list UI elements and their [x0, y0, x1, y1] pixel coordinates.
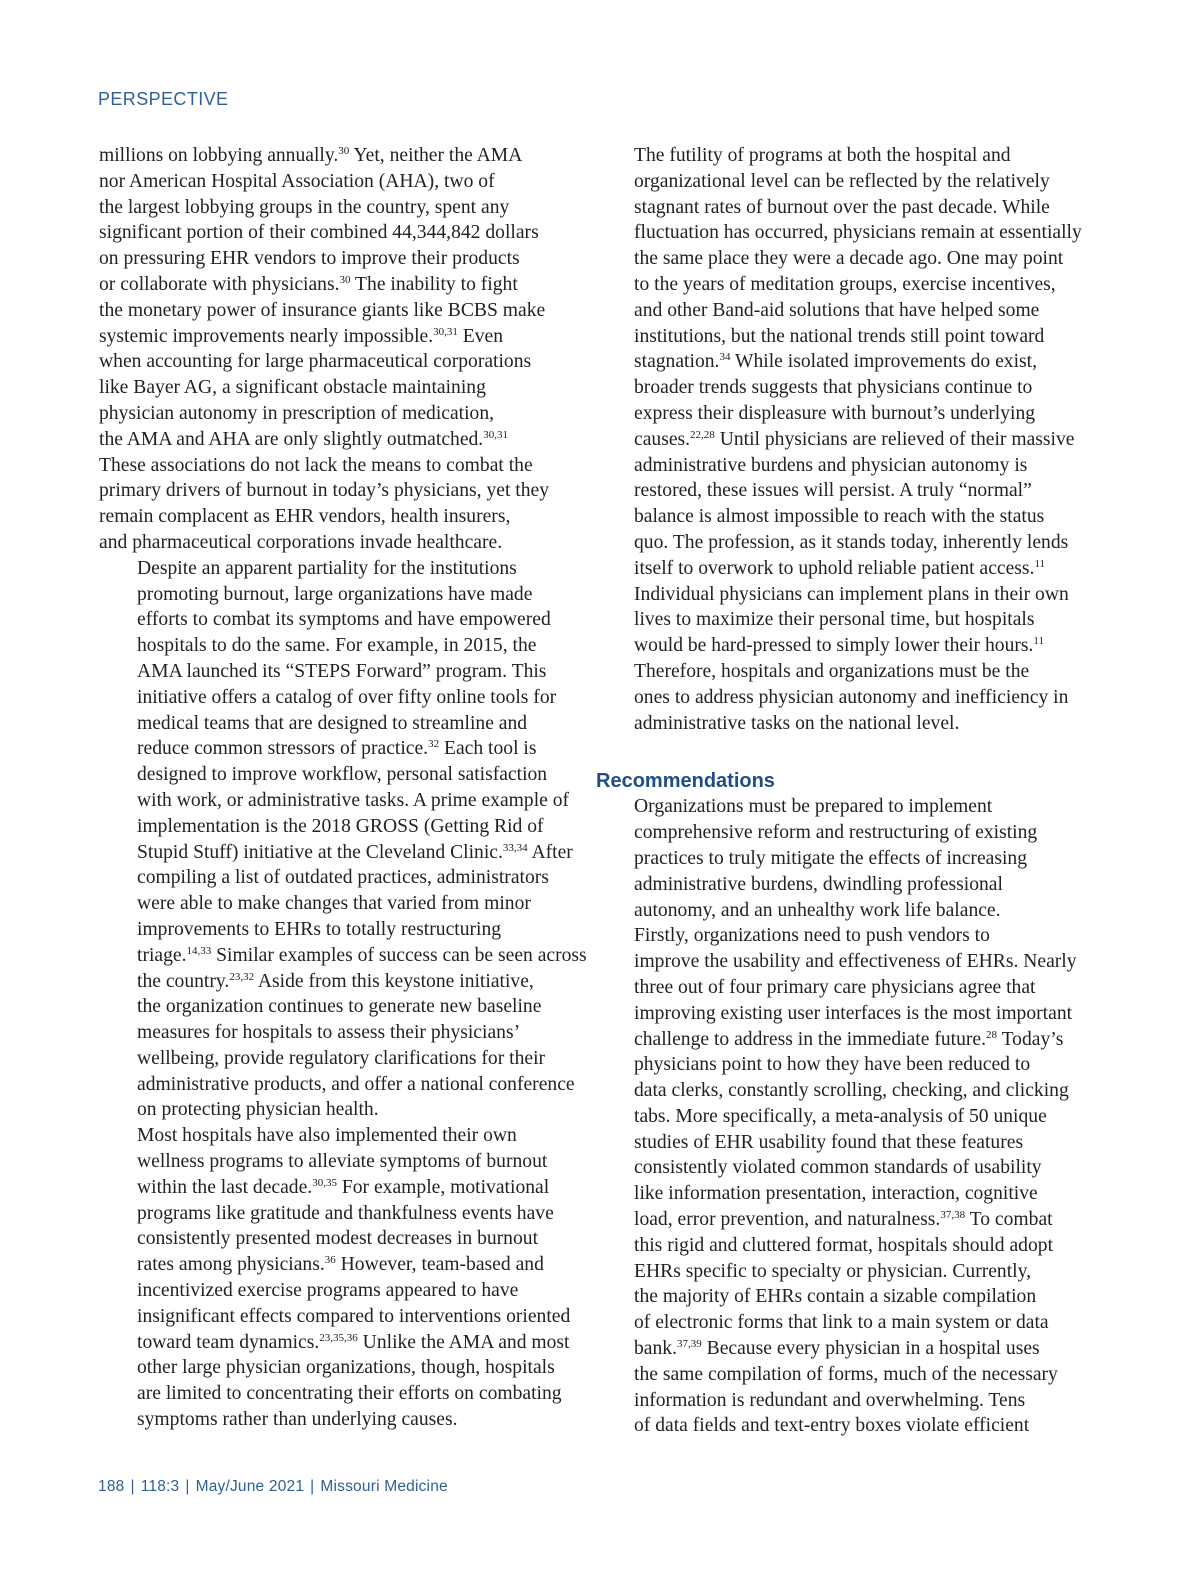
line-text: information is redundant and overwhelming. Tens: [634, 1389, 1026, 1411]
line-text: institutions, but the national trends still point toward: [634, 325, 1045, 347]
footer-separator: |: [185, 1478, 190, 1495]
citation-superscript: 11: [1034, 557, 1046, 570]
line-text: stagnant rates of burnout over the past decade. While: [634, 196, 1050, 218]
line-text: systemic improvements nearly impossible.: [99, 325, 434, 347]
line-text: promoting burnout, large organizations have made: [137, 583, 533, 605]
text-line: [596, 711, 1072, 737]
footer-separator: |: [130, 1478, 135, 1495]
line-text: quo. The profession, as it stands today, inherently lends: [634, 531, 1069, 553]
text-line: [596, 1207, 1072, 1233]
line-text: like information presentation, interaction, cognitive: [634, 1183, 1038, 1205]
text-line: [99, 530, 577, 556]
text-line: [596, 1388, 1072, 1414]
text-line: [596, 1310, 1072, 1336]
text-line: [99, 504, 577, 530]
line-text: reduce common stressors of practice.: [137, 738, 429, 760]
text-line: [596, 1104, 1072, 1130]
line-text: the monetary power of insurance giants like BCBS make: [99, 299, 546, 321]
right-column: [596, 143, 1082, 1439]
text-line: [99, 1407, 577, 1433]
line-text: The inability to fight: [350, 273, 518, 295]
line-text: load, error prevention, and naturalness.: [634, 1209, 941, 1231]
text-line: [99, 1097, 577, 1123]
text-line: [596, 898, 1072, 924]
paragraph: [99, 556, 587, 1124]
section-label: PERSPECTIVE: [98, 89, 229, 109]
line-text: The futility of programs at both the hospital and: [634, 145, 1011, 166]
line-text: studies of EHR usability found that these features: [634, 1131, 1024, 1153]
text-line: [99, 994, 577, 1020]
text-line: [99, 762, 577, 788]
line-text: fluctuation has occurred, physicians remain at essentially: [634, 222, 1082, 244]
line-text: primary drivers of burnout in today’s physicians, yet they: [99, 480, 550, 502]
text-line: [596, 556, 1072, 582]
text-line: [99, 349, 577, 375]
line-text: of electronic forms that link to a main system or data: [634, 1312, 1049, 1334]
citation-superscript: 23,35,36: [319, 1331, 358, 1344]
line-text: the AMA and AHA are only slightly outmatched.: [99, 428, 484, 450]
citation-superscript: 28: [986, 1028, 998, 1041]
text-line: [596, 1130, 1072, 1156]
text-line: [596, 1413, 1072, 1439]
text-line: [596, 504, 1072, 530]
line-text: Organizations must be prepared to implement: [634, 796, 993, 818]
line-text: when accounting for large pharmaceutical corporations: [99, 351, 532, 373]
line-text: administrative tasks on the national level.: [634, 712, 960, 734]
line-text: and other Band-aid solutions that have helped some: [634, 299, 1040, 321]
line-text: programs like gratitude and thankfulness events have: [137, 1202, 554, 1224]
text-line: [99, 736, 577, 762]
line-text: millions on lobbying annually.: [99, 145, 339, 166]
paragraph: [99, 143, 577, 556]
line-text: would be hard-pressed to simply lower their hours.: [634, 635, 1034, 657]
line-text: However, team-based and: [335, 1254, 544, 1276]
line-text: Firstly, organizations need to push vendors to: [634, 925, 990, 947]
text-line: [596, 1078, 1072, 1104]
line-text: Unlike the AMA and most: [357, 1331, 570, 1353]
line-text: on protecting physician health.: [137, 1099, 379, 1121]
text-line: [99, 272, 577, 298]
citation-superscript: 30,35: [312, 1176, 337, 1189]
line-text: Each tool is: [439, 738, 537, 760]
text-line: [99, 633, 577, 659]
text-line: [99, 1278, 577, 1304]
line-text: Stupid Stuff) initiative at the Cleveland Clinic.: [137, 841, 503, 863]
text-line: [99, 195, 577, 221]
line-text: and pharmaceutical corporations invade healthcare.: [99, 531, 503, 553]
citation-superscript: 30: [338, 145, 350, 157]
line-text: wellbeing, provide regulatory clarifications for their: [137, 1047, 546, 1069]
text-line: [99, 711, 577, 737]
text-line: [99, 788, 577, 814]
line-text: Until physicians are relieved of their massive: [714, 428, 1075, 450]
text-line: [596, 375, 1072, 401]
text-line: [99, 1330, 577, 1356]
text-line: [99, 246, 577, 272]
line-text: bank.: [634, 1338, 677, 1360]
paragraph: [596, 794, 1072, 923]
line-text: restored, these issues will persist. A truly “normal”: [634, 480, 1032, 502]
line-text: After: [527, 841, 573, 863]
text-line: [596, 401, 1072, 427]
line-text: to the years of meditation groups, exercise incentives,: [634, 273, 1056, 295]
line-text: stagnation.: [634, 351, 720, 373]
line-text: toward team dynamics.: [137, 1331, 320, 1353]
line-text: autonomy, and an unhealthy work life balance.: [634, 899, 1001, 921]
text-line: [99, 891, 577, 917]
text-line: [99, 865, 577, 891]
text-line: [596, 1336, 1072, 1362]
text-line: [596, 1027, 1072, 1053]
line-text: Therefore, hospitals and organizations must be the: [634, 660, 1030, 682]
line-text: itself to overwork to uphold reliable patient access.: [634, 557, 1035, 579]
line-text: challenge to address in the immediate future.: [634, 1028, 987, 1050]
text-line: [99, 1072, 577, 1098]
citation-superscript: 34: [719, 351, 731, 364]
line-text: the same place they were a decade ago. One may point: [634, 248, 1064, 270]
citation-superscript: 37,38: [940, 1209, 966, 1222]
line-text: lives to maximize their personal time, but hospitals: [634, 609, 1035, 631]
line-text: Yet, neither the AMA: [349, 145, 523, 166]
text-line: [596, 923, 1072, 949]
text-line: [596, 846, 1072, 872]
line-text: the same compilation of forms, much of the necessary: [634, 1363, 1058, 1385]
text-line: [99, 685, 577, 711]
text-line: [596, 143, 1072, 169]
line-text: compiling a list of outdated practices, administrators: [137, 867, 549, 889]
text-line: [99, 1046, 577, 1072]
text-line: [596, 1155, 1072, 1181]
citation-superscript: 33,34: [502, 841, 528, 854]
line-text: While isolated improvements do exist,: [730, 351, 1037, 373]
line-text: are limited to concentrating their efforts on combating: [137, 1383, 562, 1405]
text-line: [596, 169, 1072, 195]
left-column: [99, 143, 587, 1433]
page-footer: [98, 1478, 448, 1496]
text-line: [99, 1175, 577, 1201]
text-line: [99, 1355, 577, 1381]
text-line: [596, 607, 1072, 633]
line-text: practices to truly mitigate the effects of increasing: [634, 847, 1027, 869]
text-line: [99, 1226, 577, 1252]
footer-separator: |: [310, 1478, 315, 1495]
text-line: [99, 969, 577, 995]
text-line: [596, 324, 1072, 350]
text-line: [99, 220, 577, 246]
text-line: [596, 794, 1072, 820]
line-text: initiative offers a catalog of over fifty online tools for: [137, 686, 557, 708]
line-text: efforts to combat its symptoms and have empowered: [137, 609, 551, 631]
line-text: significant portion of their combined 44,344,842 dollars: [99, 222, 539, 244]
text-line: [99, 169, 577, 195]
text-line: [596, 1052, 1072, 1078]
line-text: the majority of EHRs contain a sizable compilation: [634, 1286, 1037, 1308]
line-text: Despite an apparent partiality for the institutions: [137, 557, 517, 579]
text-line: [596, 1233, 1072, 1259]
line-text: designed to improve workflow, personal satisfaction: [137, 764, 548, 786]
line-text: balance is almost impossible to reach with the status: [634, 506, 1045, 528]
text-line: [99, 401, 577, 427]
text-line: [99, 1252, 577, 1278]
line-text: Most hospitals have also implemented their own: [137, 1125, 517, 1147]
text-line: [99, 1020, 577, 1046]
text-line: [596, 872, 1072, 898]
citation-superscript: 37,39: [677, 1338, 702, 1351]
issue-number: 118:3: [140, 1478, 180, 1495]
text-line: [596, 246, 1072, 272]
text-line: [99, 1149, 577, 1175]
text-line: [596, 298, 1072, 324]
text-line: [99, 814, 577, 840]
text-line: [596, 582, 1072, 608]
citation-superscript: 30,31: [433, 325, 458, 338]
text-line: [596, 820, 1072, 846]
line-text: causes.: [634, 428, 691, 450]
issue-date: May/June 2021: [195, 1478, 305, 1495]
line-text: improving existing user interfaces is the most important: [634, 1002, 1073, 1024]
paragraph: [99, 1123, 577, 1433]
line-text: express their displeasure with burnout’s underlying: [634, 402, 1036, 424]
line-text: other large physician organizations, though, hospitals: [137, 1357, 555, 1379]
line-text: medical teams that are designed to streamline and: [137, 712, 528, 734]
line-text: three out of four primary care physicians agree that: [634, 976, 1036, 998]
citation-superscript: 30: [339, 273, 351, 286]
text-line: [596, 633, 1072, 659]
page-number: 188: [98, 1478, 125, 1495]
text-line: [99, 453, 577, 479]
paragraph: [596, 923, 1077, 1439]
text-line: [99, 1381, 577, 1407]
line-text: improve the usability and effectiveness of EHRs. Nearly: [634, 951, 1077, 973]
line-text: measures for hospitals to assess their physicians’: [137, 1022, 521, 1044]
line-text: consistently presented modest decreases in burnout: [137, 1228, 539, 1250]
line-text: administrative burdens and physician autonomy is: [634, 454, 1028, 476]
line-text: nor American Hospital Association (AHA), two of: [99, 170, 495, 192]
line-text: symptoms rather than underlying causes.: [137, 1409, 458, 1431]
line-text: To combat: [965, 1209, 1053, 1231]
line-text: consistently violated common standards of usability: [634, 1157, 1042, 1179]
text-line: [596, 478, 1072, 504]
line-text: improvements to EHRs to totally restructuring: [137, 918, 502, 940]
line-text: For example, motivational: [336, 1176, 550, 1198]
line-text: the organization continues to generate new baseline: [137, 996, 542, 1018]
line-text: this rigid and cluttered format, hospitals should adopt: [634, 1234, 1054, 1256]
line-text: the largest lobbying groups in the country, spent any: [99, 196, 510, 218]
text-line: [99, 1123, 577, 1149]
line-text: AMA launched its “STEPS Forward” program. This: [137, 660, 547, 682]
line-text: implementation is the 2018 GROSS (Getting Rid of: [137, 815, 544, 837]
line-text: wellness programs to alleviate symptoms of burnout: [137, 1151, 548, 1173]
text-line: [596, 1001, 1072, 1027]
citation-superscript: 11: [1033, 635, 1045, 648]
line-text: physicians point to how they have been reduced to: [634, 1054, 1031, 1076]
line-text: These associations do not lack the means to combat the: [99, 454, 533, 476]
text-line: [99, 1201, 577, 1227]
text-line: [99, 427, 577, 453]
text-line: [596, 272, 1072, 298]
text-line: [99, 375, 577, 401]
line-text: organizational level can be reflected by the relatively: [634, 170, 1050, 192]
paragraph: [596, 143, 1082, 736]
text-line: [596, 1181, 1072, 1207]
text-line: [596, 975, 1072, 1001]
line-text: Individual physicians can implement plans in their own: [634, 583, 1069, 605]
line-text: like Bayer AG, a significant obstacle maintaining: [99, 377, 486, 399]
line-text: tabs. More specifically, a meta-analysis of 50 unique: [634, 1105, 1047, 1127]
line-text: with work, or administrative tasks. A prime example of: [137, 789, 570, 811]
line-text: data clerks, constantly scrolling, checking, and clicking: [634, 1080, 1069, 1102]
line-text: the country.: [137, 970, 230, 992]
text-line: [99, 582, 577, 608]
line-text: Today’s: [997, 1028, 1064, 1050]
text-line: [99, 143, 577, 169]
line-text: hospitals to do the same. For example, in 2015, the: [137, 635, 537, 657]
text-line: [99, 840, 577, 866]
section-heading: Recommendations: [596, 770, 775, 793]
citation-superscript: 36: [324, 1254, 336, 1267]
line-text: Similar examples of success can be seen across: [211, 944, 587, 966]
citation-superscript: 14,33: [186, 944, 212, 957]
text-line: [99, 1304, 577, 1330]
line-text: Even: [457, 325, 504, 347]
line-text: within the last decade.: [137, 1176, 313, 1198]
line-text: triage.: [137, 944, 187, 966]
line-text: physician autonomy in prescription of medication,: [99, 402, 495, 424]
line-text: remain complacent as EHR vendors, health insurers,: [99, 506, 511, 528]
line-text: insignificant effects compared to interventions oriented: [137, 1305, 571, 1327]
text-line: [596, 949, 1077, 975]
line-text: on pressuring EHR vendors to improve their products: [99, 248, 520, 270]
line-text: Aside from this keystone initiative,: [254, 970, 534, 992]
text-line: [596, 1284, 1072, 1310]
citation-superscript: 30,31: [483, 428, 508, 441]
text-line: [99, 917, 577, 943]
line-text: administrative burdens, dwindling professional: [634, 873, 1003, 895]
text-line: [99, 659, 577, 685]
text-line: [596, 195, 1072, 221]
text-line: [99, 607, 577, 633]
text-line: [596, 1259, 1072, 1285]
text-line: [99, 324, 577, 350]
line-text: or collaborate with physicians.: [99, 273, 340, 295]
citation-superscript: 32: [428, 738, 440, 751]
text-line: [596, 349, 1072, 375]
line-text: administrative products, and offer a national conference: [137, 1073, 575, 1095]
text-line: [596, 427, 1075, 453]
text-line: [596, 1362, 1072, 1388]
text-line: [99, 298, 577, 324]
line-text: EHRs specific to specialty or physician. Currently,: [634, 1260, 1032, 1282]
text-line: [596, 659, 1072, 685]
line-text: broader trends suggests that physicians continue to: [634, 377, 1033, 399]
citation-superscript: 23,32: [229, 970, 255, 983]
line-text: rates among physicians.: [137, 1254, 325, 1276]
line-text: Because every physician in a hospital uses: [701, 1338, 1040, 1360]
line-text: ones to address physician autonomy and inefficiency in: [634, 686, 1069, 708]
line-text: comprehensive reform and restructuring of existing: [634, 822, 1038, 844]
journal-name: Missouri Medicine: [320, 1478, 448, 1495]
text-line: [99, 943, 587, 969]
line-text: were able to make changes that varied from minor: [137, 893, 531, 915]
text-line: [596, 453, 1072, 479]
line-text: incentivized exercise programs appeared to have: [137, 1280, 519, 1302]
line-text: of data fields and text-entry boxes violate efficient: [634, 1415, 1030, 1437]
text-line: [99, 478, 577, 504]
text-line: [596, 220, 1082, 246]
citation-superscript: 22,28: [690, 428, 715, 441]
text-line: [99, 556, 577, 582]
text-line: [596, 685, 1072, 711]
text-line: [596, 530, 1072, 556]
